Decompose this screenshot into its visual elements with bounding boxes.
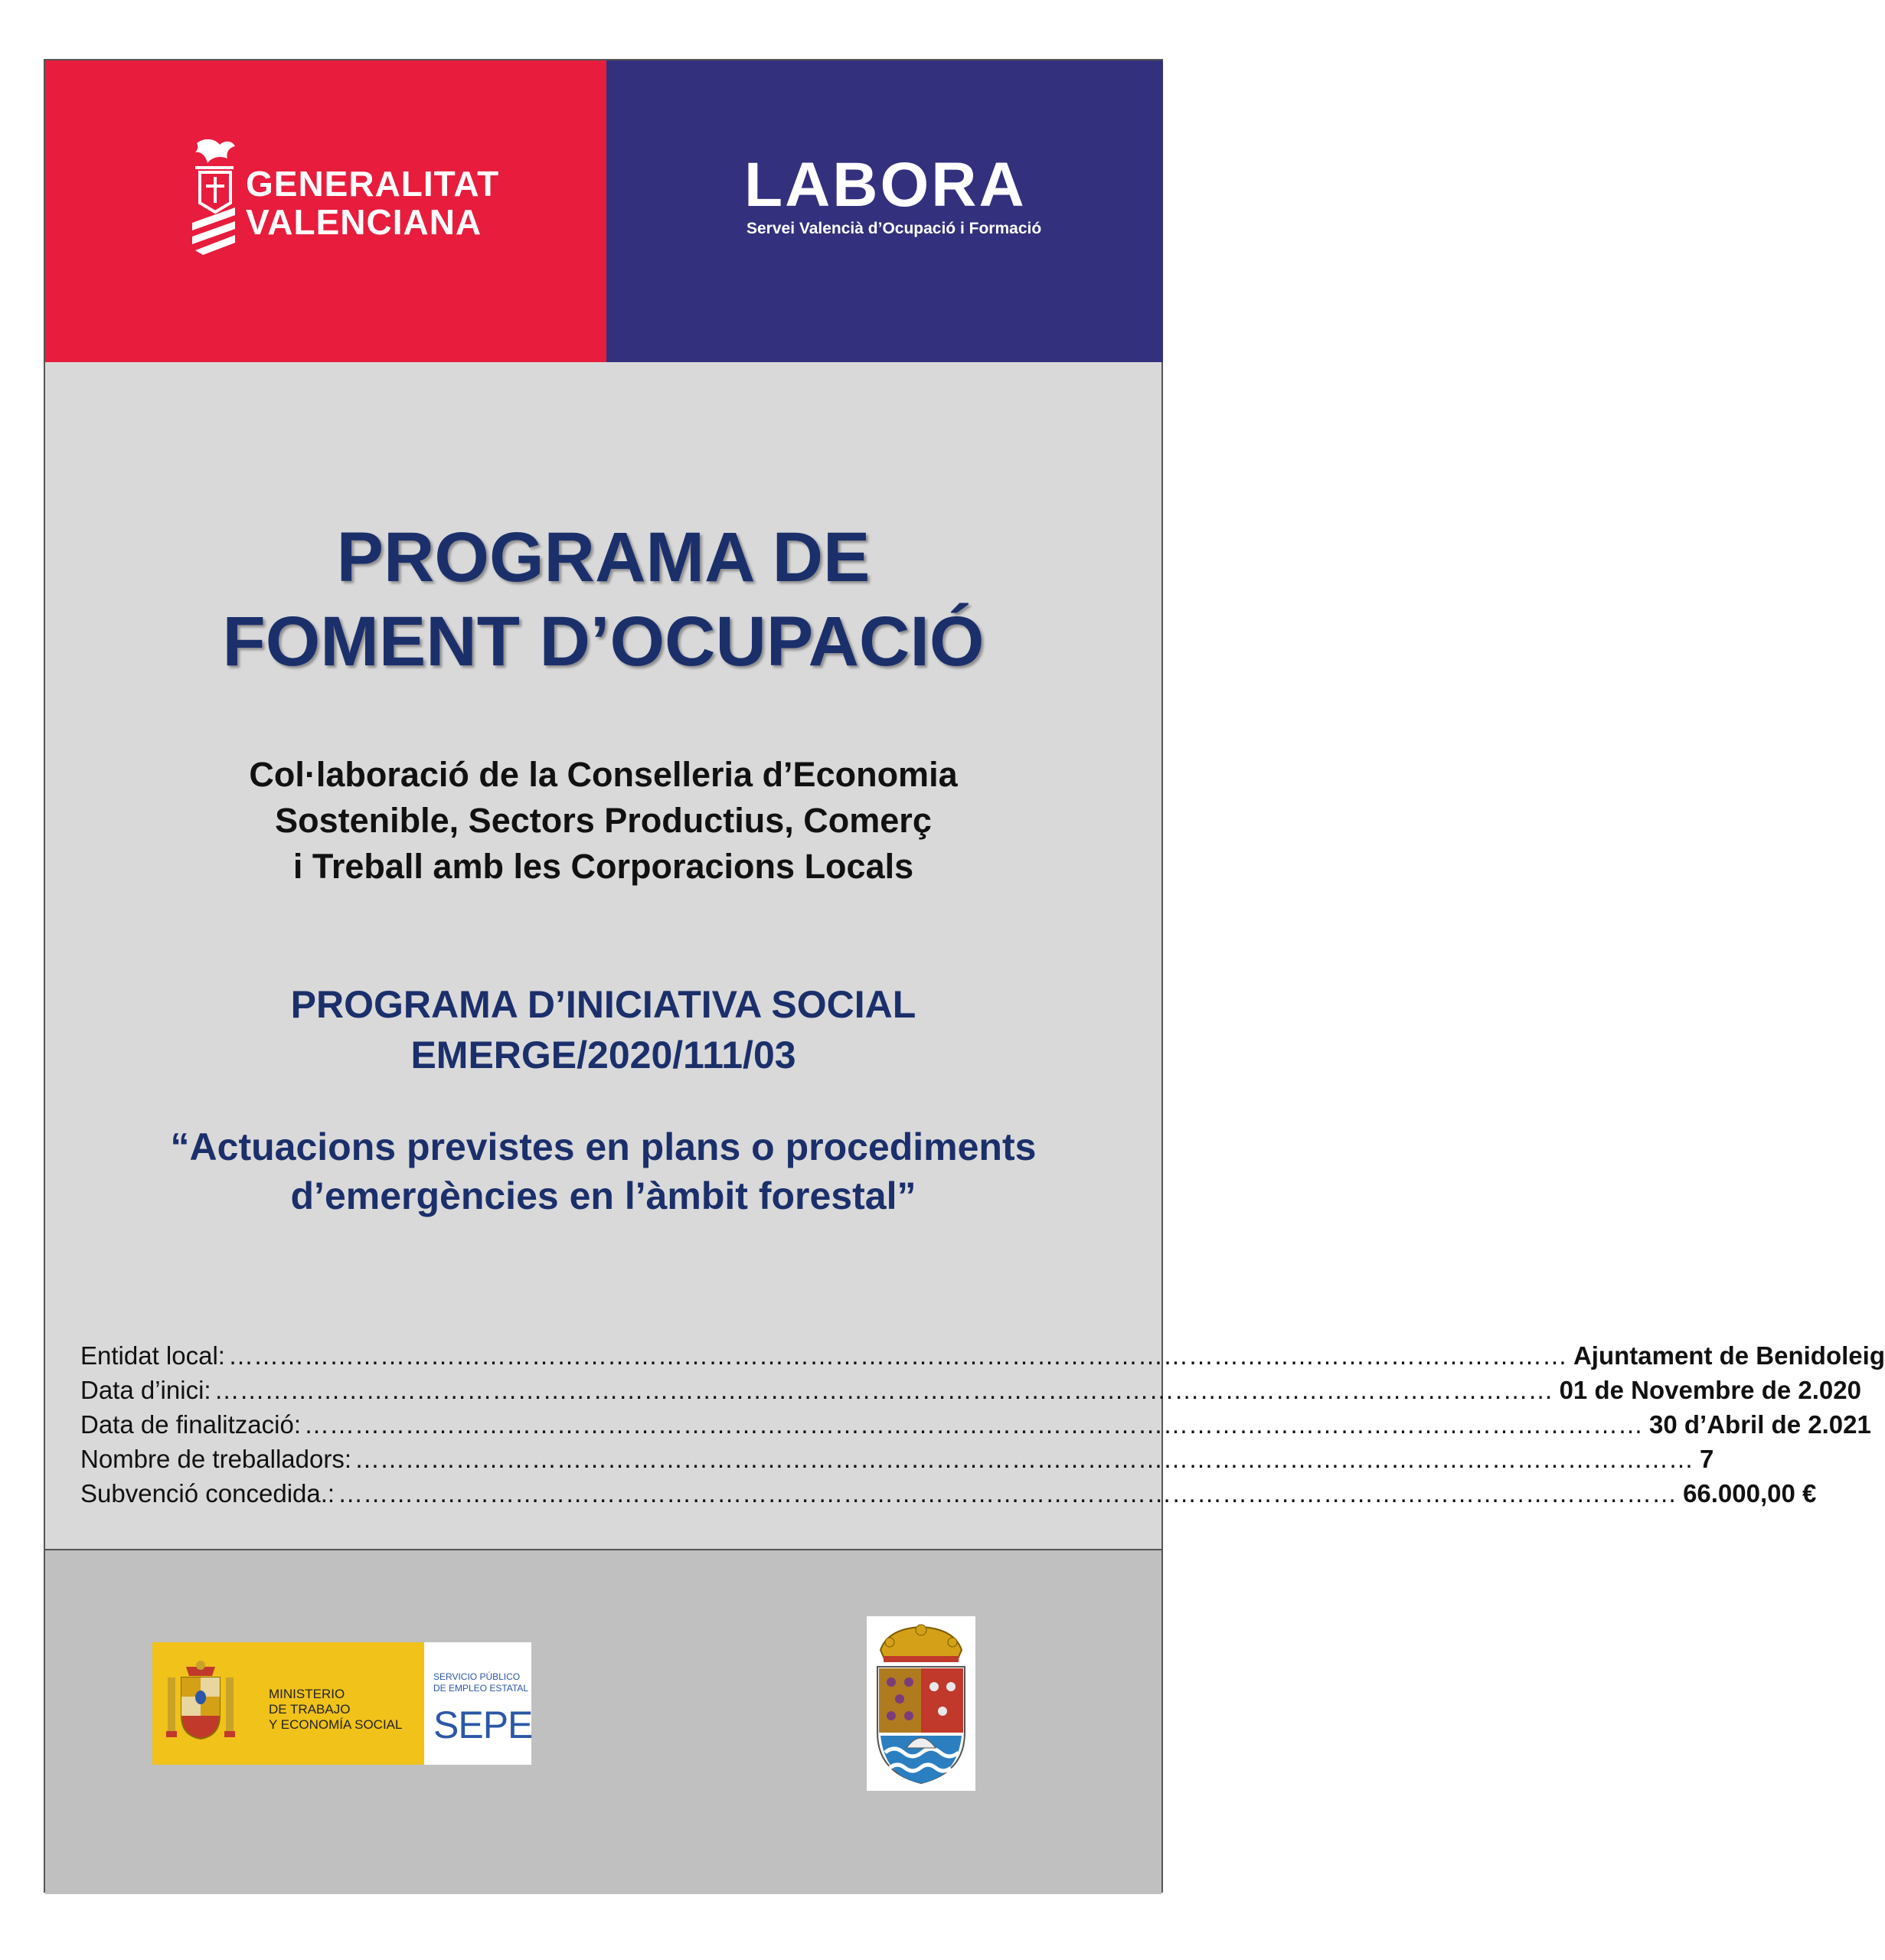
detail-value: Ajuntament de Benidoleig [1573,1341,1885,1370]
generalitat-line1: GENERALITAT [246,164,500,204]
generalitat-name [246,165,499,241]
program-line1: PROGRAMA D’INICIATIVA SOCIAL [290,983,916,1026]
detail-label: Data de finalització: [80,1410,301,1439]
sepe-line1: SERVICIO PÚBLICO [433,1671,521,1682]
detail-value: 30 d’Abril de 2.021 [1649,1410,1871,1439]
sepe-line2: DE EMPLEO ESTATAL [433,1683,529,1694]
detail-leader-dots: …………………………………………………………………………………………………………………………………………… [214,1376,1553,1404]
detail-value: 01 de Novembre de 2.020 [1559,1376,1861,1404]
title-line2: FOMENT D’OCUPACIÓ [222,603,985,681]
labora-title: LABORA [744,150,1027,220]
collaboration-line2: Sostenible, Sectors Productius, Comerç [275,801,932,840]
labora-subtitle: Servei Valencià d’Ocupació i Formació [746,220,1042,237]
ministerio-logo [152,1642,424,1765]
detail-leader-dots: …………………………………………………………………………………………………………………………………………… [304,1410,1643,1439]
detail-leader-dots: …………………………………………………………………………………………………………………………………………… [227,1341,1567,1370]
ministerio-line1: MINISTERIO [269,1687,345,1701]
detail-row-entity [80,1341,1885,1376]
labora-logo [606,60,1163,362]
poster [44,59,1885,1893]
program-code: EMERGE/2020/111/03 [410,1034,796,1076]
actions-line1: “Actuacions previstes en plans o procediments [170,1125,1037,1168]
detail-row-workers [80,1445,1714,1479]
benidoleig-shield-icon [867,1616,975,1791]
sepe-name: SEPE [433,1704,533,1746]
generalitat-emblem-icon [189,137,241,260]
detail-row-grant [80,1479,1817,1514]
collaboration-line3: i Treball amb les Corporacions Locals [292,847,914,886]
actions-line2: d’emergències en l’àmbit forestal” [290,1174,916,1217]
details-list [80,1341,1885,1514]
generalitat-line2: VALENCIANA [246,202,482,242]
ministerio-line3: Y ECONOMÍA SOCIAL [269,1717,403,1732]
collaboration-line1: Col·laboració de la Conselleria d’Economia [249,755,958,794]
detail-value: 7 [1700,1445,1714,1473]
detail-label: Data d’inici: [80,1376,211,1404]
page-title [45,515,1161,684]
generalitat-valenciana-logo [45,60,606,362]
detail-value: 66.000,00 € [1683,1479,1817,1508]
detail-label: Subvenció concedida.: [80,1479,335,1508]
collaboration-text [45,752,1161,890]
title-line1: PROGRAMA DE [336,518,871,596]
detail-row-end-date [80,1410,1871,1445]
detail-row-start-date [80,1376,1861,1410]
sepe-subtitle [433,1671,528,1694]
ministerio-text [269,1687,402,1733]
detail-leader-dots: …………………………………………………………………………………………………………………………………………… [338,1479,1678,1508]
program-heading [45,979,1161,1080]
detail-label: Nombre de treballadors: [80,1445,352,1473]
header-banner [45,60,1161,362]
detail-label: Entidat local: [80,1341,225,1370]
sepe-logo [424,1642,531,1765]
spain-coat-of-arms-icon [166,1659,235,1748]
actions-quote [45,1122,1161,1220]
benidoleig-coat-of-arms [867,1616,975,1791]
footer-logos [45,1549,1161,1894]
detail-leader-dots: …………………………………………………………………………………………………………………………………………… [354,1445,1694,1473]
ministerio-line2: DE TRABAJO [269,1702,351,1717]
